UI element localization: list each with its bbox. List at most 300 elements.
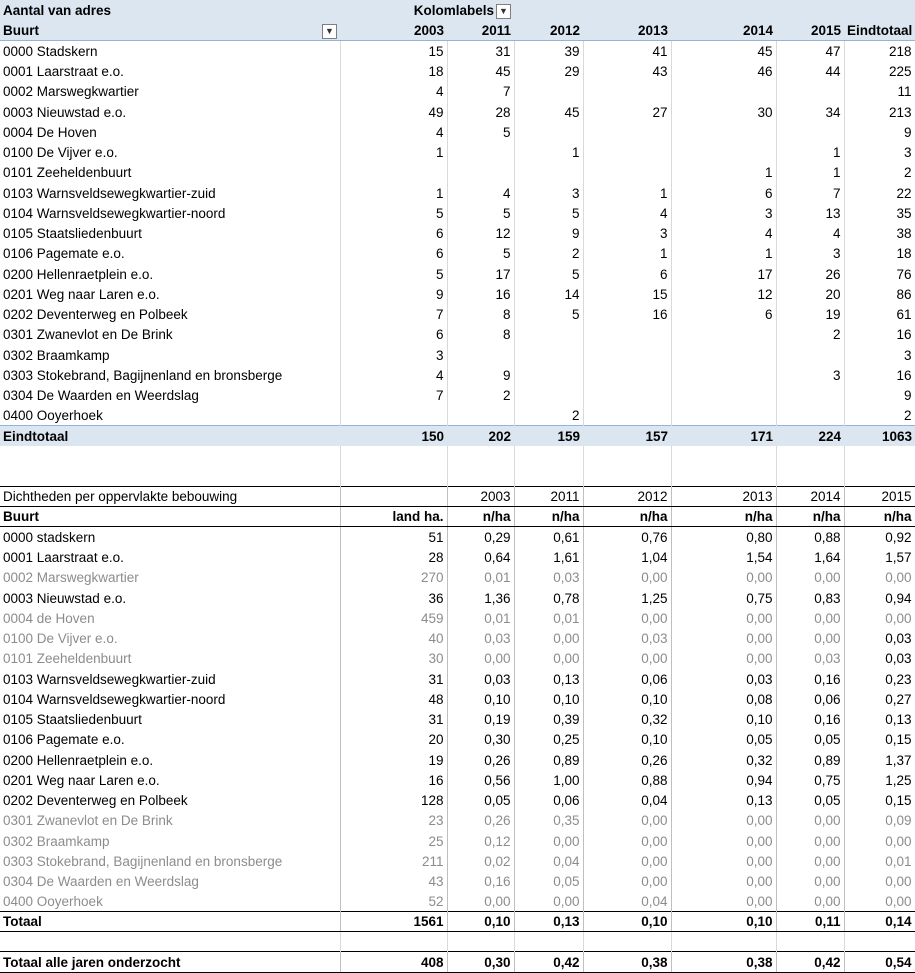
empty-cell[interactable] — [844, 446, 915, 466]
count-value[interactable]: 35 — [844, 203, 915, 223]
buurt-name[interactable]: 0105 Staatsliedenbuurt — [0, 223, 340, 243]
count-value[interactable]: 17 — [671, 263, 776, 283]
density-value[interactable]: 0,00 — [671, 810, 776, 830]
buurt-name[interactable]: 0301 Zwanevlot en De Brink — [0, 324, 340, 344]
density-value[interactable]: 1,37 — [844, 749, 915, 769]
buurt-name[interactable]: 0304 De Waarden en Weerdslag — [0, 385, 340, 405]
empty-cell[interactable] — [514, 0, 583, 20]
density-value[interactable]: 0,15 — [844, 790, 915, 810]
empty-cell[interactable] — [671, 446, 776, 466]
buurt-name[interactable]: 0004 De Hoven — [0, 122, 340, 142]
density-value[interactable]: 0,13 — [844, 709, 915, 729]
buurt-name[interactable]: 0303 Stokebrand, Bagijnenland en bronsberge — [0, 851, 340, 871]
density-value[interactable]: 0,00 — [776, 871, 844, 891]
count-value[interactable]: 45 — [514, 101, 583, 121]
density-value[interactable]: 0,00 — [776, 810, 844, 830]
total-value[interactable]: 171 — [671, 425, 776, 445]
density-value[interactable]: 0,03 — [844, 628, 915, 648]
density-total-value[interactable]: 0,10 — [671, 911, 776, 931]
area-value[interactable]: 48 — [340, 689, 447, 709]
count-value[interactable]: 61 — [844, 304, 915, 324]
count-value[interactable]: 6 — [340, 324, 447, 344]
total-value[interactable]: 150 — [340, 425, 447, 445]
count-value[interactable]: 8 — [447, 304, 514, 324]
density-value[interactable]: 0,00 — [776, 891, 844, 911]
count-value[interactable]: 4 — [447, 182, 514, 202]
density-value[interactable]: 0,03 — [447, 628, 514, 648]
density-value[interactable]: 0,05 — [671, 729, 776, 749]
buurt-name[interactable]: 0302 Braamkamp — [0, 830, 340, 850]
density-value[interactable]: 0,00 — [844, 830, 915, 850]
count-value[interactable]: 2 — [844, 162, 915, 182]
density-value[interactable]: 0,00 — [844, 567, 915, 587]
count-value[interactable]: 38 — [844, 223, 915, 243]
density-value[interactable]: 0,00 — [671, 851, 776, 871]
count-value[interactable]: 4 — [340, 122, 447, 142]
count-value[interactable] — [776, 385, 844, 405]
density-value[interactable]: 0,05 — [776, 790, 844, 810]
buurt-name[interactable]: 0301 Zwanevlot en De Brink — [0, 810, 340, 830]
density-value[interactable]: 0,05 — [514, 871, 583, 891]
buurt-name[interactable]: 0201 Weg naar Laren e.o. — [0, 770, 340, 790]
buurt-name[interactable]: 0202 Deventerweg en Polbeek — [0, 790, 340, 810]
empty-cell[interactable] — [514, 932, 583, 952]
density-value[interactable]: 0,01 — [447, 567, 514, 587]
density-title[interactable]: Dichtheden per oppervlakte bebouwing — [0, 486, 340, 506]
empty-cell[interactable] — [447, 466, 514, 486]
density-value[interactable]: 0,00 — [776, 830, 844, 850]
total-all-value[interactable]: 0,38 — [671, 952, 776, 972]
buurt-name[interactable]: 0001 Laarstraat e.o. — [0, 61, 340, 81]
density-value[interactable]: 0,30 — [447, 729, 514, 749]
area-value[interactable]: 25 — [340, 830, 447, 850]
density-value[interactable]: 0,76 — [583, 527, 671, 547]
count-value[interactable]: 11 — [844, 81, 915, 101]
pivot-col-labels[interactable] — [340, 0, 514, 20]
count-value[interactable]: 6 — [671, 304, 776, 324]
density-value[interactable]: 0,92 — [844, 527, 915, 547]
count-value[interactable]: 47 — [776, 41, 844, 61]
density-value[interactable]: 0,04 — [514, 851, 583, 871]
count-value[interactable] — [583, 405, 671, 425]
density-value[interactable]: 0,00 — [776, 608, 844, 628]
count-value[interactable]: 7 — [776, 182, 844, 202]
count-value[interactable]: 13 — [776, 203, 844, 223]
density-value[interactable]: 0,00 — [671, 608, 776, 628]
count-value[interactable]: 3 — [776, 365, 844, 385]
pivot-row-label[interactable] — [0, 20, 340, 40]
density-value[interactable]: 0,03 — [671, 668, 776, 688]
density-value[interactable]: 1,57 — [844, 547, 915, 567]
density-value[interactable]: 0,12 — [447, 830, 514, 850]
count-value[interactable] — [583, 365, 671, 385]
count-value[interactable] — [583, 344, 671, 364]
area-value[interactable]: 51 — [340, 527, 447, 547]
density-value[interactable]: 0,16 — [447, 871, 514, 891]
empty-cell[interactable] — [447, 932, 514, 952]
empty-cell[interactable] — [340, 466, 447, 486]
empty-cell[interactable] — [583, 0, 671, 20]
density-value[interactable]: 0,00 — [671, 891, 776, 911]
area-total[interactable]: 1561 — [340, 911, 447, 931]
density-value[interactable]: 0,00 — [583, 810, 671, 830]
density-value[interactable]: 0,94 — [844, 587, 915, 607]
density-value[interactable]: 0,78 — [514, 587, 583, 607]
buurt-name[interactable]: 0201 Weg naar Laren e.o. — [0, 284, 340, 304]
empty-cell[interactable] — [583, 446, 671, 466]
year-header[interactable]: 2011 — [447, 20, 514, 40]
area-value[interactable]: 36 — [340, 587, 447, 607]
count-value[interactable]: 27 — [583, 101, 671, 121]
count-value[interactable]: 2 — [514, 405, 583, 425]
count-value[interactable] — [671, 81, 776, 101]
density-row-label[interactable]: Buurt — [0, 506, 340, 526]
area-value[interactable]: 28 — [340, 547, 447, 567]
count-value[interactable]: 2 — [776, 324, 844, 344]
buurt-name[interactable]: 0200 Hellenraetplein e.o. — [0, 749, 340, 769]
count-value[interactable]: 2 — [447, 385, 514, 405]
count-value[interactable]: 31 — [447, 41, 514, 61]
count-value[interactable]: 5 — [340, 263, 447, 283]
count-value[interactable]: 45 — [671, 41, 776, 61]
count-value[interactable]: 1 — [583, 243, 671, 263]
density-value[interactable]: 0,56 — [447, 770, 514, 790]
pivot-title[interactable]: Aantal van adres — [0, 0, 340, 20]
density-value[interactable]: 0,89 — [776, 749, 844, 769]
density-value[interactable]: 0,94 — [671, 770, 776, 790]
area-value[interactable]: 31 — [340, 668, 447, 688]
density-value[interactable]: 0,04 — [583, 790, 671, 810]
density-value[interactable]: 0,26 — [447, 749, 514, 769]
buurt-name[interactable]: 0103 Warnsveldsewegkwartier-zuid — [0, 182, 340, 202]
row-filter-icon[interactable]: ▼ — [322, 24, 337, 39]
buurt-name[interactable]: 0303 Stokebrand, Bagijnenland en bronsberge — [0, 365, 340, 385]
density-value[interactable]: 0,03 — [844, 648, 915, 668]
density-value[interactable]: 0,00 — [514, 648, 583, 668]
density-value[interactable]: 1,64 — [776, 547, 844, 567]
density-value[interactable]: 0,06 — [514, 790, 583, 810]
count-value[interactable]: 5 — [514, 304, 583, 324]
area-value[interactable]: 459 — [340, 608, 447, 628]
buurt-name[interactable]: 0302 Braamkamp — [0, 344, 340, 364]
count-value[interactable] — [671, 142, 776, 162]
count-value[interactable]: 1 — [776, 162, 844, 182]
density-value[interactable]: 1,54 — [671, 547, 776, 567]
count-value[interactable]: 76 — [844, 263, 915, 283]
unit-header[interactable]: n/ha — [776, 506, 844, 526]
count-value[interactable]: 46 — [671, 61, 776, 81]
count-value[interactable]: 1 — [514, 142, 583, 162]
total-all-value[interactable]: 0,42 — [776, 952, 844, 972]
count-value[interactable]: 1 — [671, 162, 776, 182]
density-value[interactable]: 0,39 — [514, 709, 583, 729]
density-value[interactable]: 0,09 — [844, 810, 915, 830]
count-value[interactable]: 4 — [776, 223, 844, 243]
count-value[interactable]: 16 — [447, 284, 514, 304]
count-value[interactable]: 7 — [447, 81, 514, 101]
density-value[interactable]: 0,00 — [514, 891, 583, 911]
count-value[interactable] — [340, 162, 447, 182]
count-value[interactable]: 30 — [671, 101, 776, 121]
buurt-name[interactable]: 0104 Warnsveldsewegkwartier-noord — [0, 203, 340, 223]
density-value[interactable]: 1,25 — [844, 770, 915, 790]
count-value[interactable]: 1 — [340, 142, 447, 162]
count-value[interactable] — [514, 365, 583, 385]
count-value[interactable]: 20 — [776, 284, 844, 304]
count-value[interactable] — [583, 324, 671, 344]
empty-cell[interactable] — [776, 0, 844, 20]
density-value[interactable]: 0,00 — [583, 608, 671, 628]
density-value[interactable]: 0,00 — [671, 830, 776, 850]
unit-header[interactable]: n/ha — [514, 506, 583, 526]
count-value[interactable]: 3 — [776, 243, 844, 263]
total-value[interactable]: 157 — [583, 425, 671, 445]
year-header[interactable]: 2003 — [340, 20, 447, 40]
empty-cell[interactable] — [583, 932, 671, 952]
count-value[interactable]: 34 — [776, 101, 844, 121]
count-value[interactable]: 1 — [776, 142, 844, 162]
density-value[interactable]: 0,00 — [583, 871, 671, 891]
buurt-name[interactable]: 0106 Pagemate e.o. — [0, 243, 340, 263]
empty-cell[interactable] — [340, 486, 447, 506]
density-value[interactable]: 0,26 — [447, 810, 514, 830]
count-value[interactable]: 9 — [844, 122, 915, 142]
count-value[interactable] — [514, 324, 583, 344]
area-value[interactable]: 52 — [340, 891, 447, 911]
count-value[interactable]: 7 — [340, 304, 447, 324]
empty-cell[interactable] — [776, 466, 844, 486]
count-value[interactable] — [671, 324, 776, 344]
density-value[interactable]: 0,80 — [671, 527, 776, 547]
density-value[interactable]: 0,15 — [844, 729, 915, 749]
density-value[interactable]: 0,00 — [583, 851, 671, 871]
total-all-value[interactable]: 0,54 — [844, 952, 915, 972]
count-value[interactable]: 6 — [671, 182, 776, 202]
density-value[interactable]: 0,00 — [671, 628, 776, 648]
density-value[interactable]: 0,19 — [447, 709, 514, 729]
area-value[interactable]: 31 — [340, 709, 447, 729]
count-value[interactable] — [776, 81, 844, 101]
density-value[interactable]: 0,75 — [671, 587, 776, 607]
unit-header[interactable]: n/ha — [583, 506, 671, 526]
count-value[interactable]: 8 — [447, 324, 514, 344]
buurt-name[interactable]: 0100 De Vijver e.o. — [0, 142, 340, 162]
count-value[interactable]: 14 — [514, 284, 583, 304]
buurt-name[interactable]: 0104 Warnsveldsewegkwartier-noord — [0, 689, 340, 709]
count-value[interactable] — [514, 122, 583, 142]
count-value[interactable]: 29 — [514, 61, 583, 81]
count-value[interactable] — [514, 385, 583, 405]
area-value[interactable]: 43 — [340, 871, 447, 891]
density-value[interactable]: 0,10 — [447, 689, 514, 709]
count-value[interactable]: 45 — [447, 61, 514, 81]
area-value[interactable]: 128 — [340, 790, 447, 810]
count-value[interactable]: 9 — [340, 284, 447, 304]
count-value[interactable]: 6 — [583, 263, 671, 283]
count-value[interactable]: 39 — [514, 41, 583, 61]
count-value[interactable] — [514, 81, 583, 101]
count-value[interactable]: 5 — [447, 122, 514, 142]
empty-cell[interactable] — [671, 0, 776, 20]
count-value[interactable]: 3 — [514, 182, 583, 202]
empty-cell[interactable] — [671, 932, 776, 952]
buurt-name[interactable]: 0103 Warnsveldsewegkwartier-zuid — [0, 668, 340, 688]
count-value[interactable]: 3 — [671, 203, 776, 223]
count-value[interactable]: 16 — [844, 365, 915, 385]
density-total-value[interactable]: 0,10 — [583, 911, 671, 931]
density-value[interactable]: 0,00 — [583, 567, 671, 587]
density-value[interactable]: 0,00 — [514, 628, 583, 648]
year-header[interactable]: 2014 — [776, 486, 844, 506]
density-value[interactable]: 1,36 — [447, 587, 514, 607]
total-value[interactable]: 202 — [447, 425, 514, 445]
density-value[interactable]: 0,01 — [447, 608, 514, 628]
density-value[interactable]: 0,00 — [671, 871, 776, 891]
count-value[interactable] — [447, 344, 514, 364]
pivot-total-label[interactable]: Eindtotaal — [0, 425, 340, 445]
year-header[interactable]: 2014 — [671, 20, 776, 40]
count-value[interactable]: 19 — [776, 304, 844, 324]
column-filter-icon[interactable]: ▼ — [496, 4, 511, 19]
density-value[interactable]: 0,00 — [844, 608, 915, 628]
density-value[interactable]: 0,06 — [776, 689, 844, 709]
count-value[interactable]: 1 — [671, 243, 776, 263]
density-value[interactable]: 0,02 — [447, 851, 514, 871]
count-value[interactable]: 9 — [514, 223, 583, 243]
count-value[interactable]: 44 — [776, 61, 844, 81]
density-value[interactable]: 0,03 — [514, 567, 583, 587]
density-value[interactable]: 0,00 — [776, 851, 844, 871]
density-total-value[interactable]: 0,14 — [844, 911, 915, 931]
count-value[interactable]: 225 — [844, 61, 915, 81]
empty-cell[interactable] — [776, 446, 844, 466]
density-value[interactable]: 0,06 — [583, 668, 671, 688]
buurt-name[interactable]: 0000 stadskern — [0, 527, 340, 547]
count-value[interactable] — [671, 122, 776, 142]
count-value[interactable] — [583, 81, 671, 101]
year-header[interactable]: 2015 — [844, 486, 915, 506]
count-value[interactable]: 18 — [844, 243, 915, 263]
empty-cell[interactable] — [844, 466, 915, 486]
total-value[interactable]: 1063 — [844, 425, 915, 445]
density-value[interactable]: 0,05 — [447, 790, 514, 810]
count-value[interactable] — [671, 405, 776, 425]
count-value[interactable]: 5 — [340, 203, 447, 223]
density-value[interactable]: 0,01 — [514, 608, 583, 628]
density-value[interactable]: 0,26 — [583, 749, 671, 769]
density-total-value[interactable]: 0,10 — [447, 911, 514, 931]
density-value[interactable]: 1,61 — [514, 547, 583, 567]
density-value[interactable]: 0,27 — [844, 689, 915, 709]
buurt-name[interactable]: 0100 De Vijver e.o. — [0, 628, 340, 648]
area-value[interactable]: 40 — [340, 628, 447, 648]
density-value[interactable]: 0,05 — [776, 729, 844, 749]
empty-cell[interactable] — [671, 466, 776, 486]
buurt-name[interactable]: 0001 Laarstraat e.o. — [0, 547, 340, 567]
count-value[interactable] — [671, 365, 776, 385]
count-value[interactable]: 22 — [844, 182, 915, 202]
density-value[interactable]: 0,75 — [776, 770, 844, 790]
count-value[interactable]: 16 — [844, 324, 915, 344]
buurt-name[interactable]: 0000 Stadskern — [0, 41, 340, 61]
area-header[interactable]: land ha. — [340, 506, 447, 526]
count-value[interactable] — [776, 122, 844, 142]
count-value[interactable] — [447, 142, 514, 162]
total-all-value[interactable]: 0,38 — [583, 952, 671, 972]
density-value[interactable]: 0,16 — [776, 709, 844, 729]
count-value[interactable]: 4 — [340, 365, 447, 385]
density-value[interactable]: 0,89 — [514, 749, 583, 769]
empty-cell[interactable] — [340, 446, 447, 466]
year-header[interactable]: 2012 — [514, 20, 583, 40]
count-value[interactable]: 41 — [583, 41, 671, 61]
buurt-name[interactable]: 0106 Pagemate e.o. — [0, 729, 340, 749]
density-value[interactable]: 0,32 — [583, 709, 671, 729]
density-value[interactable]: 0,64 — [447, 547, 514, 567]
count-value[interactable]: 15 — [583, 284, 671, 304]
density-value[interactable]: 0,00 — [671, 567, 776, 587]
unit-header[interactable]: n/ha — [671, 506, 776, 526]
density-value[interactable]: 0,00 — [844, 891, 915, 911]
density-value[interactable]: 0,35 — [514, 810, 583, 830]
area-value[interactable]: 211 — [340, 851, 447, 871]
density-value[interactable]: 0,88 — [583, 770, 671, 790]
count-value[interactable]: 5 — [447, 203, 514, 223]
empty-cell[interactable] — [447, 446, 514, 466]
empty-cell[interactable] — [514, 446, 583, 466]
area-value[interactable]: 19 — [340, 749, 447, 769]
area-value[interactable]: 30 — [340, 648, 447, 668]
year-header[interactable]: 2011 — [514, 486, 583, 506]
density-value[interactable]: 0,04 — [583, 891, 671, 911]
buurt-name[interactable]: 0105 Staatsliedenbuurt — [0, 709, 340, 729]
count-value[interactable]: 86 — [844, 284, 915, 304]
count-value[interactable]: 17 — [447, 263, 514, 283]
count-value[interactable]: 28 — [447, 101, 514, 121]
count-value[interactable]: 3 — [583, 223, 671, 243]
empty-cell[interactable] — [583, 466, 671, 486]
total-all-label[interactable]: Totaal alle jaren onderzocht — [0, 952, 340, 972]
count-value[interactable]: 9 — [447, 365, 514, 385]
count-value[interactable]: 3 — [844, 142, 915, 162]
empty-cell[interactable] — [340, 932, 447, 952]
density-value[interactable]: 0,00 — [447, 891, 514, 911]
buurt-name[interactable]: 0002 Marswegkwartier — [0, 81, 340, 101]
unit-header[interactable]: n/ha — [447, 506, 514, 526]
unit-header[interactable]: n/ha — [844, 506, 915, 526]
density-value[interactable]: 0,13 — [671, 790, 776, 810]
count-value[interactable]: 218 — [844, 41, 915, 61]
density-value[interactable]: 0,03 — [776, 648, 844, 668]
total-all-value[interactable]: 0,42 — [514, 952, 583, 972]
count-value[interactable] — [583, 142, 671, 162]
density-total-value[interactable]: 0,11 — [776, 911, 844, 931]
empty-cell[interactable] — [844, 0, 915, 20]
density-value[interactable]: 0,00 — [844, 871, 915, 891]
count-value[interactable] — [583, 385, 671, 405]
year-header[interactable]: 2015 — [776, 20, 844, 40]
density-value[interactable]: 0,03 — [583, 628, 671, 648]
count-value[interactable]: 12 — [671, 284, 776, 304]
count-value[interactable] — [514, 162, 583, 182]
density-value[interactable]: 0,61 — [514, 527, 583, 547]
density-value[interactable]: 0,00 — [583, 648, 671, 668]
density-value[interactable]: 0,03 — [447, 668, 514, 688]
empty-cell[interactable] — [0, 932, 340, 952]
buurt-name[interactable]: 0003 Nieuwstad e.o. — [0, 101, 340, 121]
empty-cell[interactable] — [514, 466, 583, 486]
density-total-label[interactable]: Totaal — [0, 911, 340, 931]
